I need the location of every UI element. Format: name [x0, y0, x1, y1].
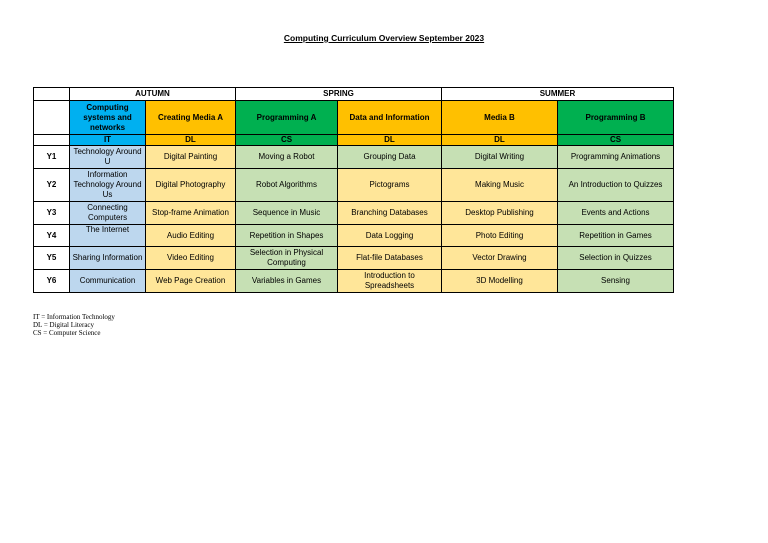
- season-header-row: [34, 88, 674, 101]
- unit-cell: Branching Databases: [338, 202, 442, 225]
- year-row: [34, 146, 674, 169]
- unit-cell: Sharing Information: [70, 247, 146, 270]
- unit-cell: Video Editing: [146, 247, 236, 270]
- unit-cell: Technology Around U: [70, 146, 146, 169]
- year-row: [34, 169, 674, 202]
- unit-programming-b: Programming B: [558, 101, 674, 135]
- unit-cell: Moving a Robot: [236, 146, 338, 169]
- unit-cell: Photo Editing: [442, 225, 558, 247]
- unit-cell: Audio Editing: [146, 225, 236, 247]
- page-title: Computing Curriculum Overview September 2023: [283, 33, 485, 43]
- unit-cell: Repetition in Games: [558, 225, 674, 247]
- corner-cell: [34, 101, 70, 135]
- unit-cell: Digital Photography: [146, 169, 236, 202]
- season-summer: SUMMER: [442, 88, 674, 101]
- year-label: Y1: [34, 146, 70, 169]
- curriculum-table: [33, 87, 674, 293]
- strand-cell: DL: [442, 135, 558, 146]
- year-row: [34, 202, 674, 225]
- unit-cell: Making Music: [442, 169, 558, 202]
- strand-cell: DL: [146, 135, 236, 146]
- corner-cell: [34, 135, 70, 146]
- unit-cell: Programming Animations: [558, 146, 674, 169]
- unit-cell: Robot Algorithms: [236, 169, 338, 202]
- unit-cell: Sequence in Music: [236, 202, 338, 225]
- unit-cell: Events and Actions: [558, 202, 674, 225]
- key-item-it: IT = Information Technology: [33, 313, 115, 321]
- year-row: [34, 270, 674, 293]
- unit-cell: Introduction to Spreadsheets: [338, 270, 442, 293]
- strand-cell: IT: [70, 135, 146, 146]
- unit-cell: The Internet: [70, 225, 146, 247]
- unit-cell: Selection in Quizzes: [558, 247, 674, 270]
- unit-cell: Pictograms: [338, 169, 442, 202]
- unit-data-information: Data and Information: [338, 101, 442, 135]
- unit-header-row: [34, 101, 674, 135]
- unit-cell: Data Logging: [338, 225, 442, 247]
- unit-cell: Desktop Publishing: [442, 202, 558, 225]
- unit-media-b: Media B: [442, 101, 558, 135]
- year-label: Y2: [34, 169, 70, 202]
- strand-key: [33, 313, 115, 337]
- unit-cell: Grouping Data: [338, 146, 442, 169]
- unit-cell: Communication: [70, 270, 146, 293]
- strand-cell: DL: [338, 135, 442, 146]
- unit-cell: Variables in Games: [236, 270, 338, 293]
- season-spring: SPRING: [236, 88, 442, 101]
- unit-cell: Digital Painting: [146, 146, 236, 169]
- unit-programming-a: Programming A: [236, 101, 338, 135]
- year-row: [34, 225, 674, 247]
- unit-cell: Selection in Physical Computing: [236, 247, 338, 270]
- year-row: [34, 247, 674, 270]
- key-item-dl: DL = Digital Literacy: [33, 321, 95, 329]
- unit-cell: Web Page Creation: [146, 270, 236, 293]
- unit-cell: Digital Writing: [442, 146, 558, 169]
- unit-cell: Repetition in Shapes: [236, 225, 338, 247]
- corner-cell: [34, 88, 70, 101]
- unit-cell: An Introduction to Quizzes: [558, 169, 674, 202]
- unit-cell: Connecting Computers: [70, 202, 146, 225]
- strand-cell: CS: [236, 135, 338, 146]
- unit-cell: Stop-frame Animation: [146, 202, 236, 225]
- year-label: Y5: [34, 247, 70, 270]
- year-label: Y6: [34, 270, 70, 293]
- key-item-cs: CS = Computer Science: [33, 329, 101, 337]
- unit-cell: Information Technology Around Us: [70, 169, 146, 202]
- unit-cell: Vector Drawing: [442, 247, 558, 270]
- unit-creating-media-a: Creating Media A: [146, 101, 236, 135]
- season-autumn: AUTUMN: [70, 88, 236, 101]
- year-label: Y4: [34, 225, 70, 247]
- strand-cell: CS: [558, 135, 674, 146]
- year-label: Y3: [34, 202, 70, 225]
- unit-computing-systems: Computing systems and networks: [70, 101, 146, 135]
- unit-cell: Flat-file Databases: [338, 247, 442, 270]
- unit-cell: Sensing: [558, 270, 674, 293]
- unit-cell: 3D Modelling: [442, 270, 558, 293]
- strand-row: [34, 135, 674, 146]
